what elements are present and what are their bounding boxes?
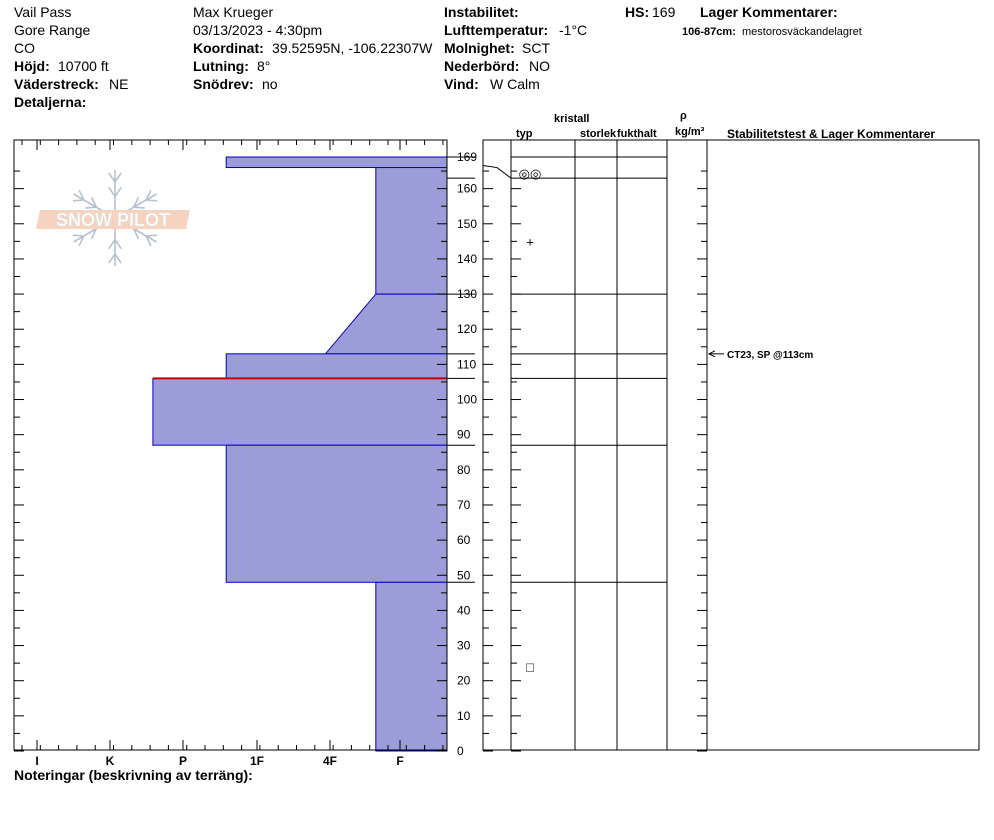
depth-tick-label: 30 <box>457 638 471 653</box>
logo-text: SNOW PILOT <box>56 210 170 230</box>
depth-tick-label: 50 <box>457 568 471 583</box>
grain-form-symbol: □ <box>526 659 534 675</box>
snowflake-branch <box>115 187 121 196</box>
slope-value: 8° <box>257 58 271 74</box>
precip-label: Nederbörd: <box>444 58 520 74</box>
details-label: Detaljerna: <box>14 94 87 110</box>
depth-tick-label: 160 <box>457 181 478 196</box>
wind-label: Vind: <box>444 76 479 92</box>
depth-tick-label: 110 <box>457 357 477 372</box>
snowflake-branch <box>134 207 145 208</box>
coord-value: 39.52595N, -106.22307W <box>272 40 433 56</box>
airtemp-value: -1°C <box>559 22 588 38</box>
elevation-label: Höjd: <box>14 58 50 74</box>
hardness-tick-label: K <box>105 754 115 768</box>
depth-tick-label: 140 <box>457 251 478 266</box>
snowflake-branch <box>109 187 115 196</box>
snowflake-branch <box>85 207 96 208</box>
elevation-value: 10700 ft <box>58 58 109 74</box>
depth-tick-label: 10 <box>457 708 471 723</box>
depth-tick-label: 169 <box>457 150 478 164</box>
sky-label: Molnighet: <box>444 40 515 56</box>
depth-tick-label: 80 <box>457 462 471 477</box>
hardness-tick-label: I <box>35 754 39 768</box>
hs-value: 169 <box>652 4 676 20</box>
range: Gore Range <box>14 22 91 38</box>
snowflake-branch <box>109 240 115 249</box>
wind-value: W Calm <box>490 76 540 92</box>
hardness-layer <box>153 378 447 445</box>
snowflake-branch <box>73 235 84 236</box>
snowflake-branch <box>109 254 115 263</box>
notes-label: Noteringar (beskrivning av terräng): <box>14 767 253 783</box>
snowflake-branch <box>146 200 157 201</box>
snowflake-branch <box>115 173 121 182</box>
airtemp-label: Lufttemperatur: <box>444 22 549 38</box>
instability-label: Instabilitet: <box>444 4 519 20</box>
hardness-layer <box>376 168 447 295</box>
datetime: 03/13/2023 - 4:30pm <box>193 22 323 38</box>
snowflake-branch <box>73 200 84 201</box>
depth-tick-label: 60 <box>457 533 471 548</box>
size-header: storlek <box>580 128 617 140</box>
crystal-header: kristall <box>554 113 590 125</box>
drift-label: Snödrev: <box>193 76 254 92</box>
aspect-label: Väderstreck: <box>14 76 99 92</box>
precip-value: NO <box>529 58 550 74</box>
snowpilot-logo <box>36 170 190 266</box>
location: Vail Pass <box>14 4 72 20</box>
grain-form-symbol: + <box>526 234 534 250</box>
layer-comment-text: mestorosväckandelagret <box>742 26 862 38</box>
density-unit-header: kg/m³ <box>675 126 705 138</box>
hardness-tick-label: P <box>178 754 188 768</box>
depth-tick-label: 120 <box>457 322 478 337</box>
depth-tick-label: 90 <box>457 427 471 442</box>
depth-tick-label: 100 <box>457 392 478 407</box>
observer: Max Krueger <box>193 4 274 20</box>
hardness-layer <box>226 354 447 379</box>
rho-header: ρ <box>680 110 687 122</box>
depth-tick-label: 70 <box>457 497 471 512</box>
hs-label: HS: <box>625 4 650 20</box>
hardness-layer <box>226 157 447 168</box>
aspect-value: NE <box>109 76 129 92</box>
depth-tick-label: 130 <box>457 287 478 302</box>
snowflake-branch <box>109 173 115 182</box>
depth-tick-label: 0 <box>457 744 464 758</box>
depth-tick-label: 40 <box>457 603 471 618</box>
depth-tick-label: 20 <box>457 673 471 688</box>
snowflake-branch <box>115 240 121 249</box>
hardness-layer <box>325 294 447 354</box>
hardness-tick-label: 4F <box>322 754 338 768</box>
slope-label: Lutning: <box>193 58 249 74</box>
drift-value: no <box>262 76 278 92</box>
type-header: typ <box>516 128 533 140</box>
stability-header: Stabilitetstest & Lager Kommentarer <box>727 127 936 141</box>
snowflake-branch <box>146 235 157 236</box>
hardness-tick-label: 1F <box>249 754 265 768</box>
grain-form-symbol: ◎◎ <box>518 165 542 181</box>
layer-comments-label: Lager Kommentarer: <box>700 4 838 20</box>
top-layer-connector <box>483 166 511 179</box>
hardness-layer <box>226 445 447 582</box>
layer-comment-depth: 106-87cm: <box>682 26 736 38</box>
snowflake-branch <box>115 254 121 263</box>
sky-value: SCT <box>522 40 550 56</box>
moisture-header: fukthalt <box>617 128 657 140</box>
coord-label: Koordinat: <box>193 40 264 56</box>
hardness-layer <box>376 582 447 751</box>
state: CO <box>14 40 35 56</box>
stability-test-label: CT23, SP @113cm <box>727 349 814 361</box>
depth-tick-label: 150 <box>457 216 478 231</box>
hardness-tick-label: F <box>396 754 404 768</box>
